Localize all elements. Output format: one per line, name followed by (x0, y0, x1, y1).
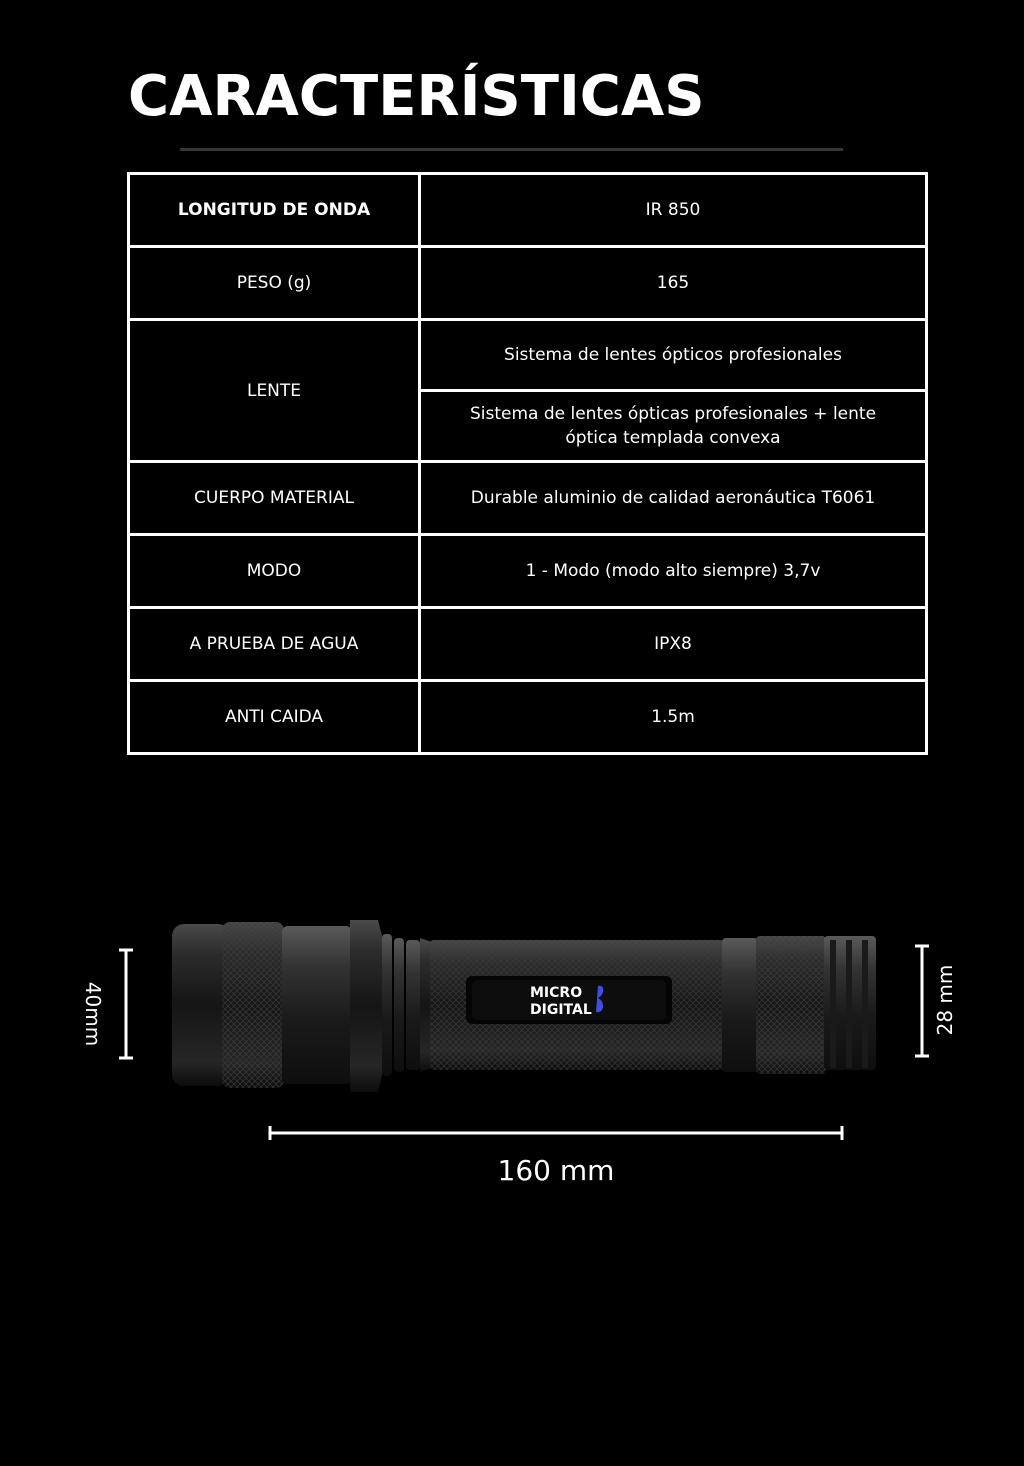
spec-table (127, 172, 928, 755)
spec-label-wavelength: LONGITUD DE ONDA (129, 174, 420, 247)
spec-value-waterproof: IPX8 (420, 608, 927, 681)
spec-label-weight: PESO (g) (129, 247, 420, 320)
spec-value-lens-1: Sistema de lentes ópticos profesionales (420, 320, 927, 391)
table-row (129, 174, 927, 247)
spec-value-drop: 1.5m (420, 681, 927, 754)
flashlight-icon (172, 920, 876, 1092)
brand-text-line2: DIGITAL (530, 1002, 592, 1018)
table-row (129, 608, 927, 681)
spec-value-mode: 1 - Modo (modo alto siempre) 3,7v (420, 535, 927, 608)
table-row (129, 535, 927, 608)
dimension-tail-label: 28 mm (933, 964, 957, 1036)
spec-label-body: CUERPO MATERIAL (129, 462, 420, 535)
dimension-length (270, 1126, 842, 1140)
title-divider (180, 148, 843, 151)
spec-label-waterproof: A PRUEBA DE AGUA (129, 608, 420, 681)
spec-value-lens-2: Sistema de lentes ópticas profesionales + lente óptica templada convexa (420, 391, 927, 462)
table-row (129, 681, 927, 754)
page-title: CARACTERÍSTICAS (128, 64, 705, 129)
spec-value-body: Durable aluminio de calidad aeronáutica T6061 (420, 462, 927, 535)
spec-label-lens: LENTE (129, 320, 420, 462)
spec-value-wavelength: IR 850 (420, 174, 927, 247)
spec-value-weight: 165 (420, 247, 927, 320)
dimension-length-label: 160 mm (497, 1154, 615, 1187)
table-row (129, 462, 927, 535)
dimension-tail (915, 946, 929, 1056)
table-row (129, 320, 927, 391)
brand-text-line1: MICRO (530, 985, 583, 1001)
product-dimension-figure (0, 880, 1024, 1220)
dimension-head (119, 950, 133, 1058)
dimension-head-label: 40mm (81, 981, 105, 1047)
spec-label-drop: ANTI CAIDA (129, 681, 420, 754)
table-row (129, 247, 927, 320)
spec-label-mode: MODO (129, 535, 420, 608)
